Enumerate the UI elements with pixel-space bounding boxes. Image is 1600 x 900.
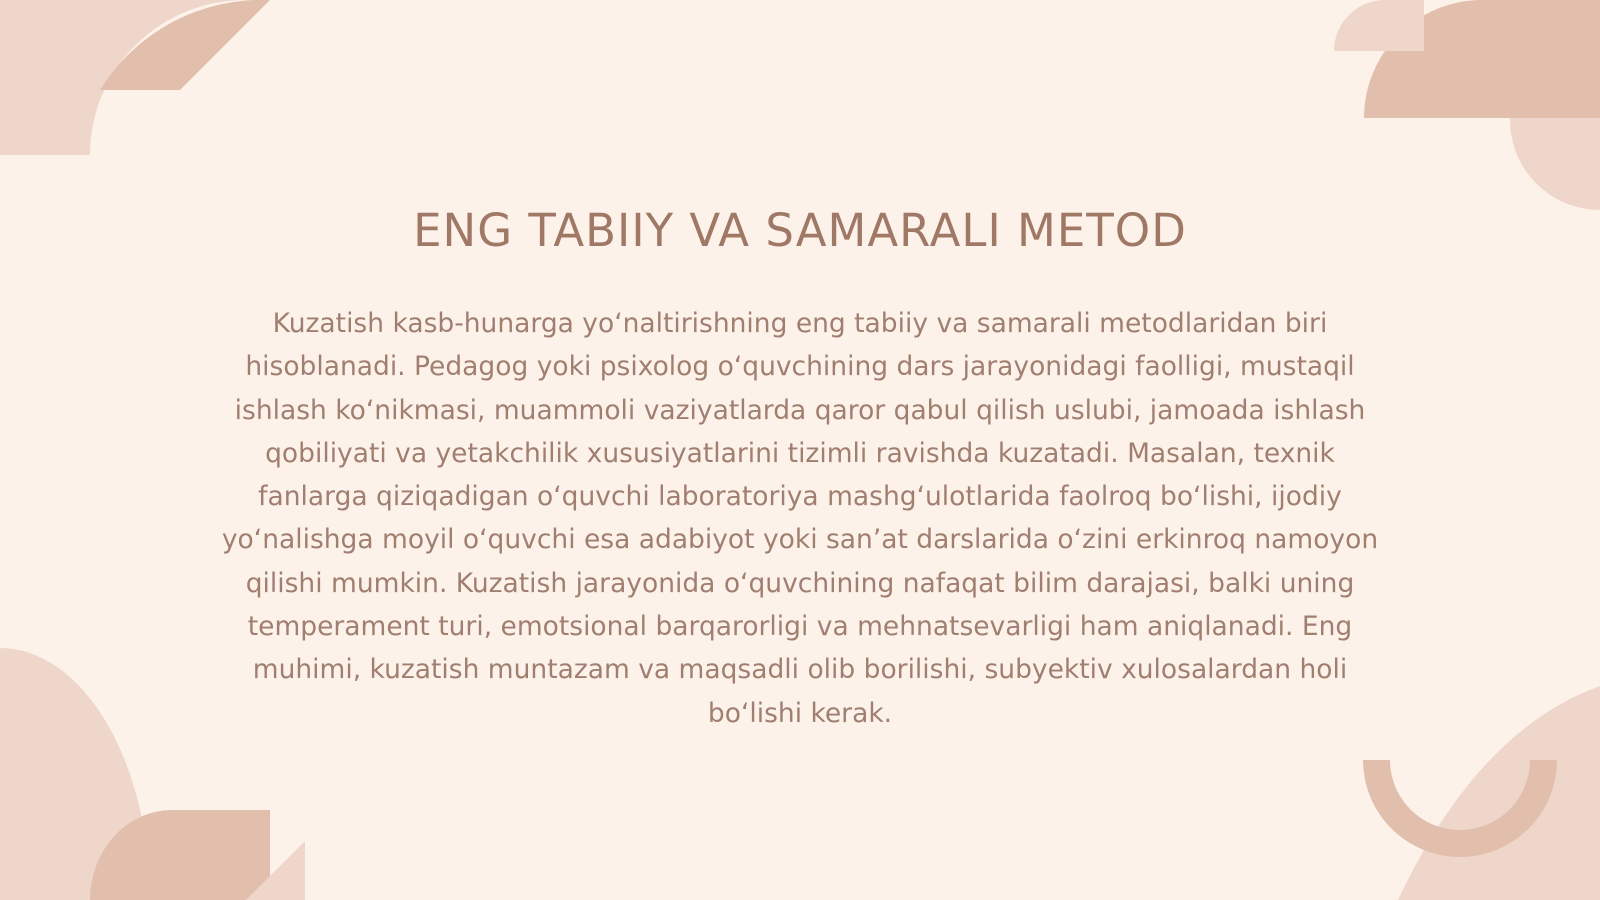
slide-content: [220, 196, 1380, 735]
top-left-leaf: [100, 0, 270, 90]
bottom-left-large-circle: [0, 648, 150, 900]
bottom-right-leaf: [1398, 686, 1600, 900]
top-left-quarter-circle: [0, 0, 245, 155]
top-right-shapes: [1334, 0, 1600, 210]
bottom-right-shapes: [1363, 686, 1600, 900]
bottom-right-arc: [1363, 760, 1557, 857]
slide-title: ENG TABIIY VA SAMARALI METOD: [413, 204, 1187, 257]
slide-body-text: Kuzatish kasb-hunarga yo‘naltirishning eng tabiiy va samarali metodlaridan biri hisoblanadi. Pedagog yoki psixolog o‘quvchining dars jarayonidagi faolligi, mustaqil ishlash ko‘nikmasi, muammoli vaziyatlarda qaror qabul qilish uslubi, jamoada ishlash qobiliyati va yetakchilik xususiyatlarini tizimli ravishda kuzatadi. Masalan, texnik fanlarga qiziqadigan o‘quvchi laboratoriya mashg‘ulotlarida faolroq bo‘lishi, ijodiy yo‘nalishga moyil o‘quvchi esa adabiyot yoki san’at darslarida o‘zini erkinroq namoyon qilishi mumkin. Kuzatish jarayonida o‘quvchining nafaqat bilim darajasi, balki uning temperament turi, emotsional barqarorligi va mehnatsevarligi ham aniqlanadi. Eng muhimi, kuzatish muntazam va maqsadli olib borilishi, subyektiv xulosalardan holi bo‘lishi kerak.: [221, 308, 1379, 729]
bottom-left-triangle: [246, 841, 305, 900]
top-left-shapes: [0, 0, 270, 155]
top-right-dark-half: [1364, 0, 1600, 118]
top-right-small-leaf: [1334, 0, 1424, 51]
top-right-light-block: [1510, 60, 1600, 210]
bottom-left-dark-leaf: [90, 810, 270, 900]
